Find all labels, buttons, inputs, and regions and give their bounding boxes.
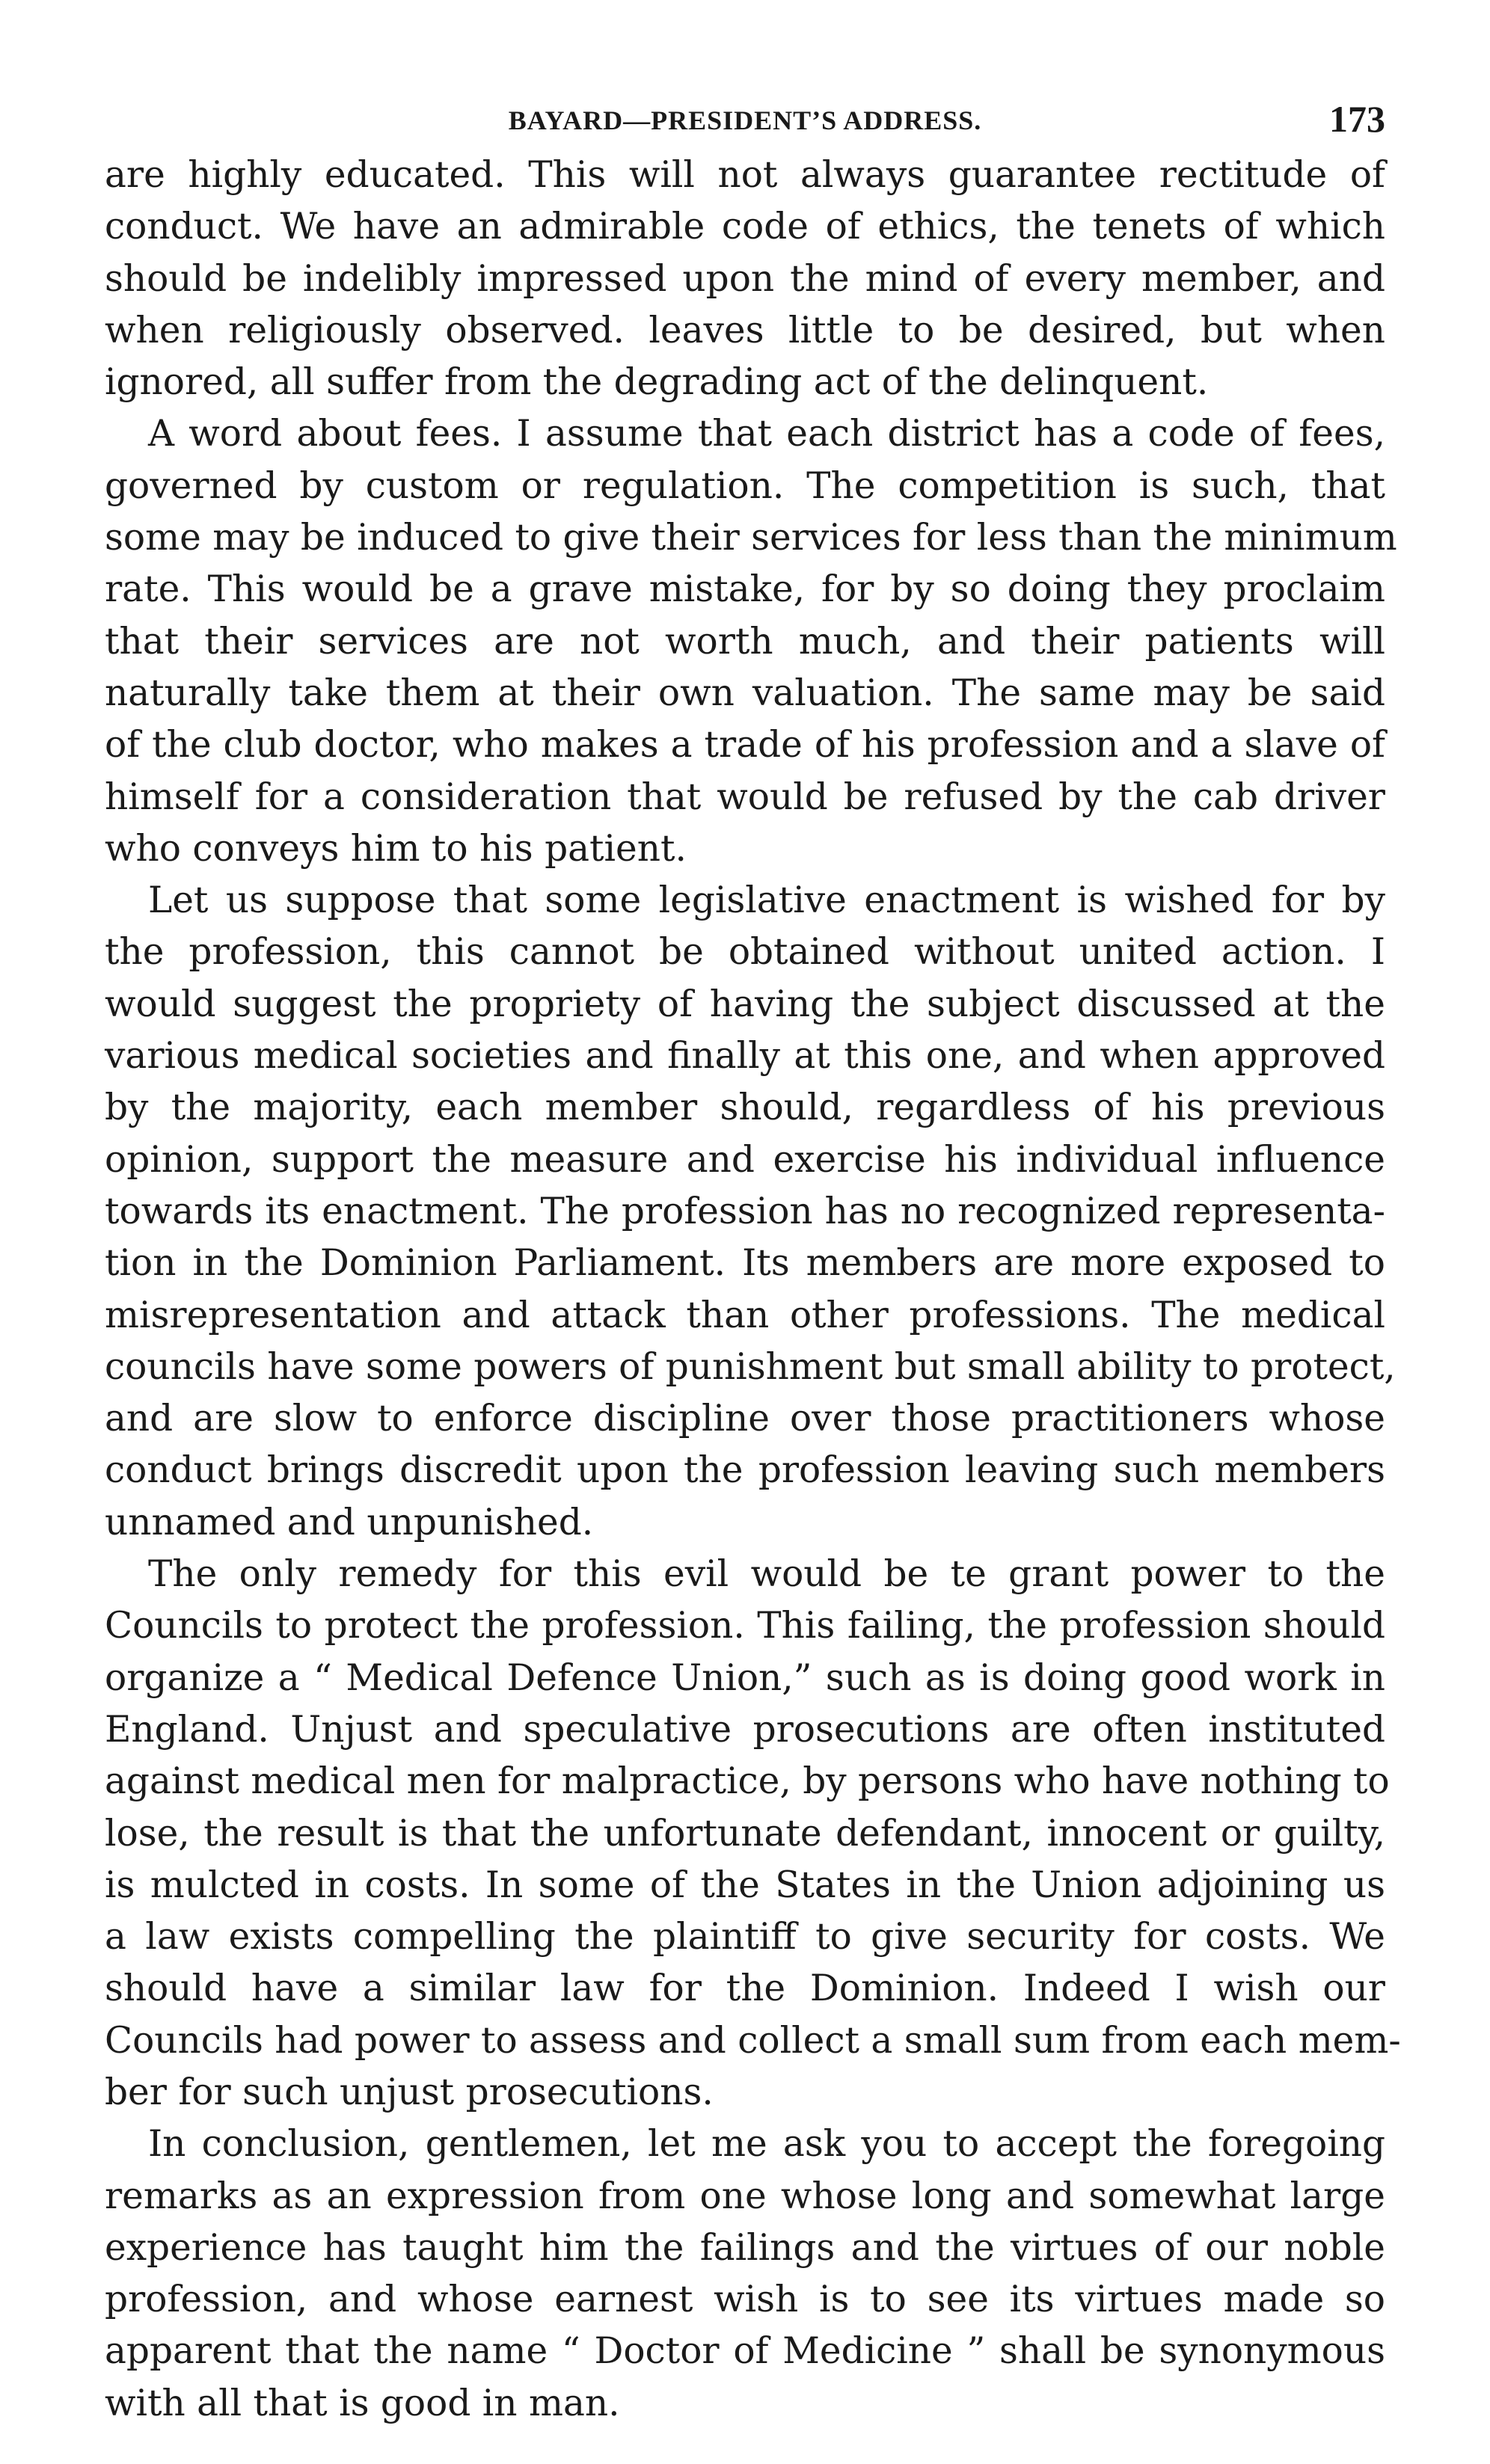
text-line: is mulcted in costs. In some of the States in the Union adjoining us [105,1864,1385,1906]
text-line: a law exists compelling the plaintiff to give security for costs. We [105,1916,1385,1958]
text-line: ber for such unjust prosecutions. [105,2071,714,2113]
text-line: Let us suppose that some legislative enactment is wished for by [148,879,1385,922]
text-line: In conclusion, gentlemen, let me ask you to accept the foregoing [148,2123,1385,2166]
text-line: unnamed and unpunished. [105,1501,594,1543]
text-line: naturally take them at their own valuation. The same may be said [105,672,1385,714]
text-line: remarks as an expression from one whose long and somewhat large [105,2175,1385,2217]
text-line: himself for a consideration that would be refused by the cab driver [105,775,1385,818]
text-line: organize a “ Medical Defence Union,” such as is doing good work in [105,1656,1385,1699]
text-line: conduct brings discredit upon the profession leaving such members [105,1449,1385,1492]
running-title: BAYARD—PRESIDENT’S ADDRESS. [508,105,982,135]
text-line: ignored, all suffer from the degrading act of the delinquent. [105,361,1209,404]
text-line: misrepresentation and attack than other professions. The medical [105,1294,1385,1336]
text-line: lose, the result is that the unfortunate defendant, innocent or guilty, [105,1812,1385,1855]
text-line: Councils had power to assess and collect a small sum from each mem- [105,2019,1401,2062]
text-line: apparent that the name “ Doctor of Medicine ” shall be synonymous [105,2330,1385,2373]
text-line: when religiously observed. leaves little to be desired, but when [105,309,1385,351]
text-line: and are slow to enforce discipline over those practitioners whose [105,1398,1385,1440]
text-line: by the majority, each member should, regardless of his previous [105,1087,1385,1129]
text-line: with all that is good in man. [105,2382,620,2424]
text-line: against medical men for malpractice, by persons who have nothing to [105,1760,1390,1803]
text-line: councils have some powers of punishment but small ability to protect, [105,1345,1396,1388]
book-page [105,97,1401,2430]
text-line: the profession, this cannot be obtained without united action. I [105,931,1385,974]
text-line: Councils to protect the profession. This failing, the profession should [105,1605,1385,1647]
paragraph-conclusion [105,2119,1385,2430]
text-line: rate. This would be a grave mistake, for by so doing they proclaim [105,568,1385,611]
text-line: governed by custom or regulation. The competition is such, that [105,464,1385,507]
text-line: England. Unjust and speculative prosecutions are often instituted [105,1708,1385,1751]
text-line: opinion, support the measure and exercise his individual influence [105,1138,1385,1181]
text-line: conduct. We have an admirable code of ethics, the tenets of which [105,206,1385,248]
text-line: A word about fees. I assume that each district has a code of fees, [148,413,1385,455]
paragraph-remedy [105,1549,1401,2119]
text-line: tion in the Dominion Parliament. Its members are more exposed to [105,1242,1385,1285]
text-line: would suggest the propriety of having the subject discussed at the [105,983,1385,1025]
text-line: of the club doctor, who makes a trade of his profession and a slave of [105,724,1385,766]
text-line: some may be induced to give their services for less than the minimum [105,517,1397,559]
text-line: The only remedy for this evil would be te grant power to the [148,1553,1385,1596]
text-line: who conveys him to his patient. [105,827,687,870]
text-line: towards its enactment. The profession has no recognized representa- [105,1190,1385,1232]
text-line: that their services are not worth much, and their patients will [105,620,1385,663]
text-line: are highly educated. This will not always guarantee rectitude of [105,154,1385,196]
paragraph-fees [105,408,1397,875]
paragraph-legislation [105,875,1396,1549]
paragraph-ethics [105,150,1385,408]
text-line: experience has taught him the failings and the virtues of our noble [105,2226,1385,2269]
body-text [105,150,1401,2430]
page-number: 173 [1329,98,1385,140]
running-head [105,97,1385,150]
text-line: various medical societies and finally at this one, and when approved [105,1035,1385,1078]
text-line: profession, and whose earnest wish is to see its virtues made so [105,2279,1385,2321]
text-line: should have a similar law for the Dominion. Indeed I wish our [105,1967,1385,2010]
text-line: should be indelibly impressed upon the mind of every member, and [105,257,1385,300]
